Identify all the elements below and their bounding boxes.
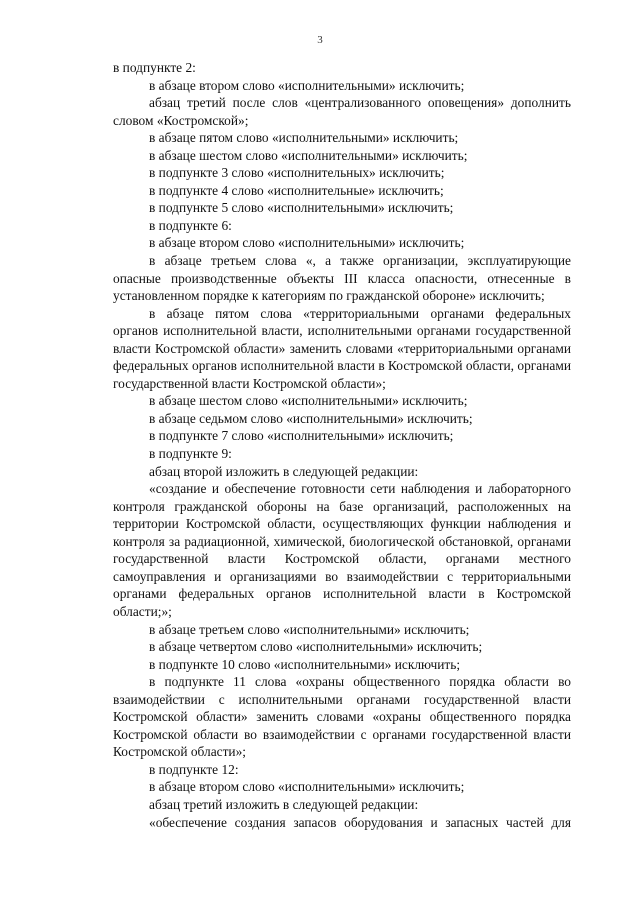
paragraph: в абзаце втором слово «исполнительными» исключить; xyxy=(149,779,465,795)
paragraph: в абзаце четвертом слово «исполнительными» исключить; xyxy=(149,639,483,655)
paragraph: в абзаце втором слово «исполнительными» исключить; xyxy=(149,77,465,93)
paragraph: в подпункте 2: xyxy=(113,60,196,75)
paragraph: «обеспечение создания запасов оборудования и запасных частей для xyxy=(149,814,571,830)
paragraph: в подпункте 4 слово «исполнительные» исключить; xyxy=(149,182,444,198)
paragraph: в абзаце третьем слово «исполнительными» исключить; xyxy=(149,621,470,637)
paragraph: в абзаце пятом слово «исполнительными» исключить; xyxy=(149,130,459,146)
paragraph: в подпункте 11 слова «охраны общественного порядка области во взаимодействии с исполнительными органами государственной власти Костромской области» заменить словами «охраны общественного порядка Костромской области во взаимодействии с органами государственной власти Костромской области»; xyxy=(113,674,571,760)
paragraph: в абзаце третьем слова «, а также организации, эксплуатирующие опасные производственные объекты III класса опасности, отнесенные в установленном порядке к категориям по гражданской обороне» исключить; xyxy=(113,253,571,304)
paragraph: в абзаце пятом слова «территориальными органами федеральных органов исполнительной власти, исполнительными органами государственной власти Костромской области» заменить словами «территориальными органами федеральных органов исполнительной власти в Костромской области, органами государственной власти Костромской области»; xyxy=(113,305,571,391)
paragraph: в абзаце шестом слово «исполнительными» исключить; xyxy=(149,147,468,163)
document-body xyxy=(113,59,571,831)
paragraph: в абзаце втором слово «исполнительными» исключить; xyxy=(149,235,465,251)
paragraph: в подпункте 7 слово «исполнительными» исключить; xyxy=(149,428,454,444)
paragraph: в абзаце седьмом слово «исполнительными» исключить; xyxy=(149,410,473,426)
paragraph: в подпункте 6: xyxy=(149,217,232,233)
paragraph: в подпункте 9: xyxy=(149,446,232,462)
paragraph: в подпункте 12: xyxy=(149,761,239,777)
paragraph: в подпункте 5 слово «исполнительными» исключить; xyxy=(149,200,454,216)
paragraph: в абзаце шестом слово «исполнительными» исключить; xyxy=(149,393,468,409)
paragraph: абзац третий изложить в следующей редакции: xyxy=(149,796,419,812)
paragraph: в подпункте 10 слово «исполнительными» исключить; xyxy=(149,656,461,672)
paragraph: абзац второй изложить в следующей редакции: xyxy=(149,463,419,479)
paragraph: в подпункте 3 слово «исполнительных» исключить; xyxy=(149,165,445,181)
paragraph: «создание и обеспечение готовности сети наблюдения и лабораторного контроля гражданской обороны на базе организаций, расположенных на территории Костромской области, осуществляющих функции наблюдения и контроля за радиационной, химической, биологической обстановкой, органами государственной власти Костромской области, органами местного самоуправления и организациями во взаимодействии с территориальными органами федеральных органов исполнительной власти в Костромской области;»; xyxy=(113,481,571,619)
paragraph: абзац третий после слов «централизованного оповещения» дополнить словом «Костромской»; xyxy=(113,95,571,128)
page-number: 3 xyxy=(317,34,323,46)
